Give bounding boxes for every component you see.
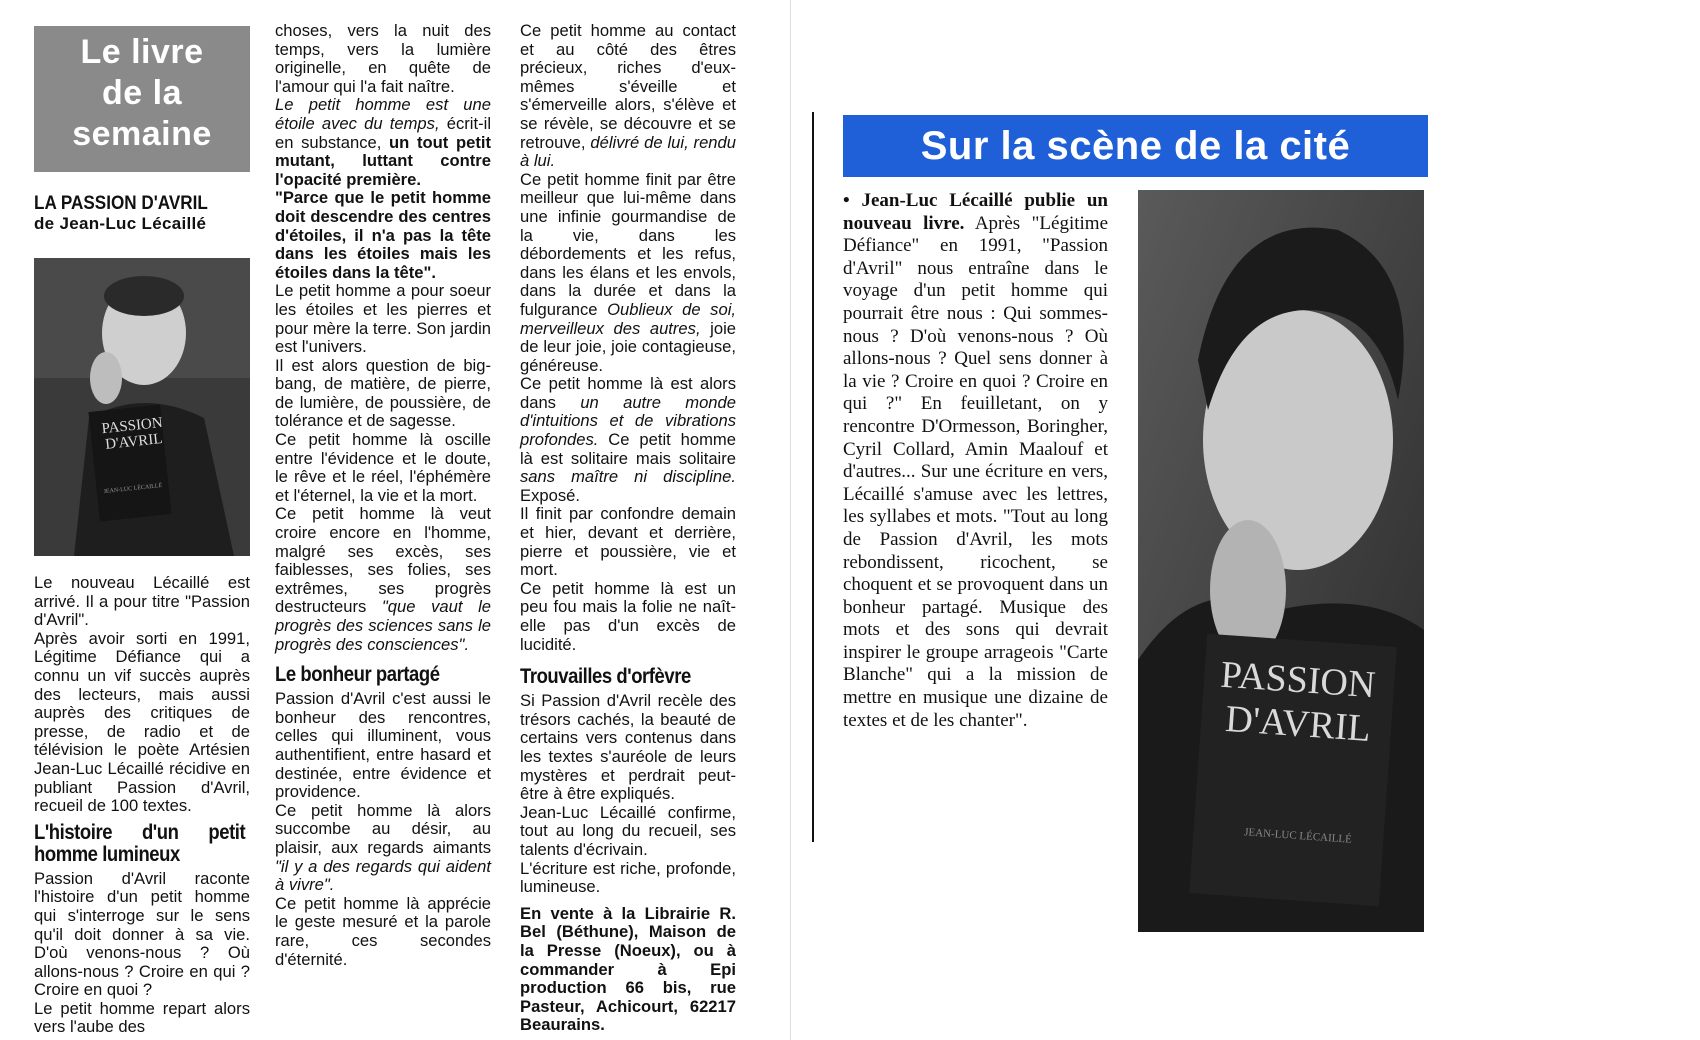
- paragraph: Il finit par confondre demain et hier, devant et derrière, pierre et poussière, vie et mort.: [520, 504, 736, 580]
- right-article-text: [843, 190, 1108, 732]
- photo-book-author: JEAN-LUC LÉCAILLÉ: [1243, 826, 1353, 846]
- paragraph: Ce petit homme là veut croire encore en l'homme, malgré ses excès, ses faiblesses, ses folies, ses extrêmes, ses progrès destructeurs "que vaut le progrès des sciences sans le progrès des consciences".: [275, 504, 491, 654]
- clip-edge-line: [812, 112, 814, 842]
- paragraph: Ce petit homme là est alors dans un autre monde d'intuitions et de vibrations profondes. Ce petit homme là est solitaire mais solitaire sans maître ni discipline. Exposé.: [520, 374, 736, 505]
- author-photo-small: [34, 258, 250, 556]
- paragraph: L'écriture est riche, profonde, lumineuse.: [520, 858, 736, 897]
- paragraph: Ce petit homme finit par être meilleur que lui-même dans une infinie gourmandise de la vie, dans les débordements et les refus, dans les élans et les envols, dans la durée et dans la fulgurance Oublieux de soi, merveilleux des autres, joie de leur joie, joie contagieuse, généreuse.: [520, 169, 736, 375]
- paragraph: Le nouveau Lécaillé est arrivé. Il a pour titre "Passion d'Avril".: [34, 573, 250, 630]
- left-column-1: [34, 574, 250, 1037]
- paragraph: Jean-Luc Lécaillé confirme, tout au long du recueil, ses talents d'écrivain.: [520, 802, 736, 859]
- author-photo-large: [1138, 190, 1424, 932]
- section-banner: Sur la scène de la cité: [843, 115, 1428, 177]
- photo-book-title: PASSION D'AVRIL: [100, 414, 164, 453]
- paragraph: • Jean-Luc Lécaillé publie un nouveau livre. Après "Légitime Défiance" en 1991, "Passion d'Avril" nous entraîne dans le voyage d'un petit homme qui pourrait être nous : Qui sommes-nous ? D'où venons-nous ? Où allons-nous ? Quel sens donner à la vie ? Croire en quoi ? Croire en qui ?" En feuilletant, on y rencontre D'Ormesson, Boringher, Cyril Collard, Amin Maalouf et d'autres... Sur une écriture en vers, Lécaillé s'amuse avec les lettres, les syllabes et mots. "Tout au long de Passion d'Avril, les mots rebondissent, ricochent, se choquent et se provoquent dans un bonheur partagé. Musique des mots et des sons qui devrait inspirer le groupe arrageois "Carte Blanche" qui a la mission de mettre en musique une dizaine de textes et de les chanter".: [843, 190, 1108, 731]
- paragraph: Ce petit homme au contact et au côté des êtres précieux, riches d'eux-mêmes s'éveille et s'émerveille alors, s'élève et se révèle, se découvre et se retrouve, délivré de lui, rendu à lui.: [520, 21, 736, 171]
- left-column-3: [520, 22, 736, 1035]
- paragraph: Ce petit homme là oscille entre l'évidence et le doute, le rêve et le réel, l'éphémère et l'éternel, la vie et la mort.: [275, 430, 491, 505]
- paragraph: choses, vers la nuit des temps, vers la lumière originelle, en quête de l'amour qui l'a fait naître.: [275, 21, 491, 96]
- paragraph: Passion d'Avril raconte l'histoire d'un petit homme qui s'interroge sur le sens qu'il doit donner à sa vie. D'où venons-nous ? Où allons-nous ? Croire en qui ? Croire en quoi ?: [34, 868, 250, 1000]
- subheading: Trouvailles d'orfèvre: [520, 665, 691, 689]
- photo-book-title-line-1: PASSION: [1219, 653, 1377, 707]
- paragraph: Si Passion d'Avril recèle des trésors cachés, la beauté de certains vers contenus dans les textes s'auréole de leurs mystères et perdrait peut-être à être expliqués.: [520, 691, 736, 804]
- paragraph: Ce petit homme là alors succombe au désir, au plaisir, aux regards aimants "il y a des regards qui aident à vivre".: [275, 800, 491, 895]
- paragraph: Après avoir sorti en 1991, Légitime Défiance qui a connu un vif succès auprès des lecteurs, mais aussi auprès des critiques de presse, de radio et de télévision le poète Artésien Jean-Luc Lécaillé récidive en publiant Passion d'Avril, recueil de 100 textes.: [34, 628, 250, 816]
- paragraph: Passion d'Avril c'est aussi le bonheur des rencontres, celles qui illuminent, vous authentifient, entre hasard et destinée, entre évidence et providence.: [275, 689, 491, 802]
- photo-book-title-line-2: D'AVRIL: [1223, 697, 1373, 751]
- subheading: L'histoire d'un petit homme lumineux: [34, 820, 246, 866]
- subheading: Le bonheur partagé: [275, 663, 440, 687]
- paragraph: Ce petit homme là apprécie le geste mesuré et la parole rare, ces secondes d'éternité.: [275, 893, 491, 969]
- photo-book-author: JEAN-LUC LÉCAILLÉ: [103, 482, 163, 496]
- book-author: de Jean-Luc Lécaillé: [34, 214, 207, 233]
- kicker-text: Le livre de la semaine: [72, 33, 212, 153]
- kicker-box: [34, 26, 250, 172]
- paragraph: Ce petit homme là est un peu fou mais la folie ne naît-elle pas d'un excès de lucidité.: [520, 578, 736, 654]
- paragraph: Le petit homme est une étoile avec du temps, écrit-il en substance, un tout petit mutant, luttant contre l'opacité première.: [275, 95, 492, 189]
- left-column-2: [275, 22, 491, 969]
- book-title: LA PASSION D'AVRIL: [34, 193, 208, 214]
- quote: "Parce que le petit homme doit descendre des centres d'étoiles, il n'a pas la tête dans les étoiles mais les étoiles dans la tête".: [275, 188, 491, 282]
- sale-info: En vente à la Librairie R. Bel (Béthune), Maison de la Presse (Noeux), ou à commander à Epi production 66 bis, rue Pasteur, Achicourt, 62217 Beaurains.: [520, 903, 736, 1035]
- paragraph: Il est alors question de big-bang, de matière, de pierre, de lumière, de poussière, de tolérance et de sagesse.: [275, 355, 491, 431]
- paragraph: Le petit homme a pour soeur les étoiles et les pierres et pour mère la terre. Son jardin est l'univers.: [275, 281, 491, 357]
- paragraph: Le petit homme repart alors vers l'aube des: [34, 998, 250, 1037]
